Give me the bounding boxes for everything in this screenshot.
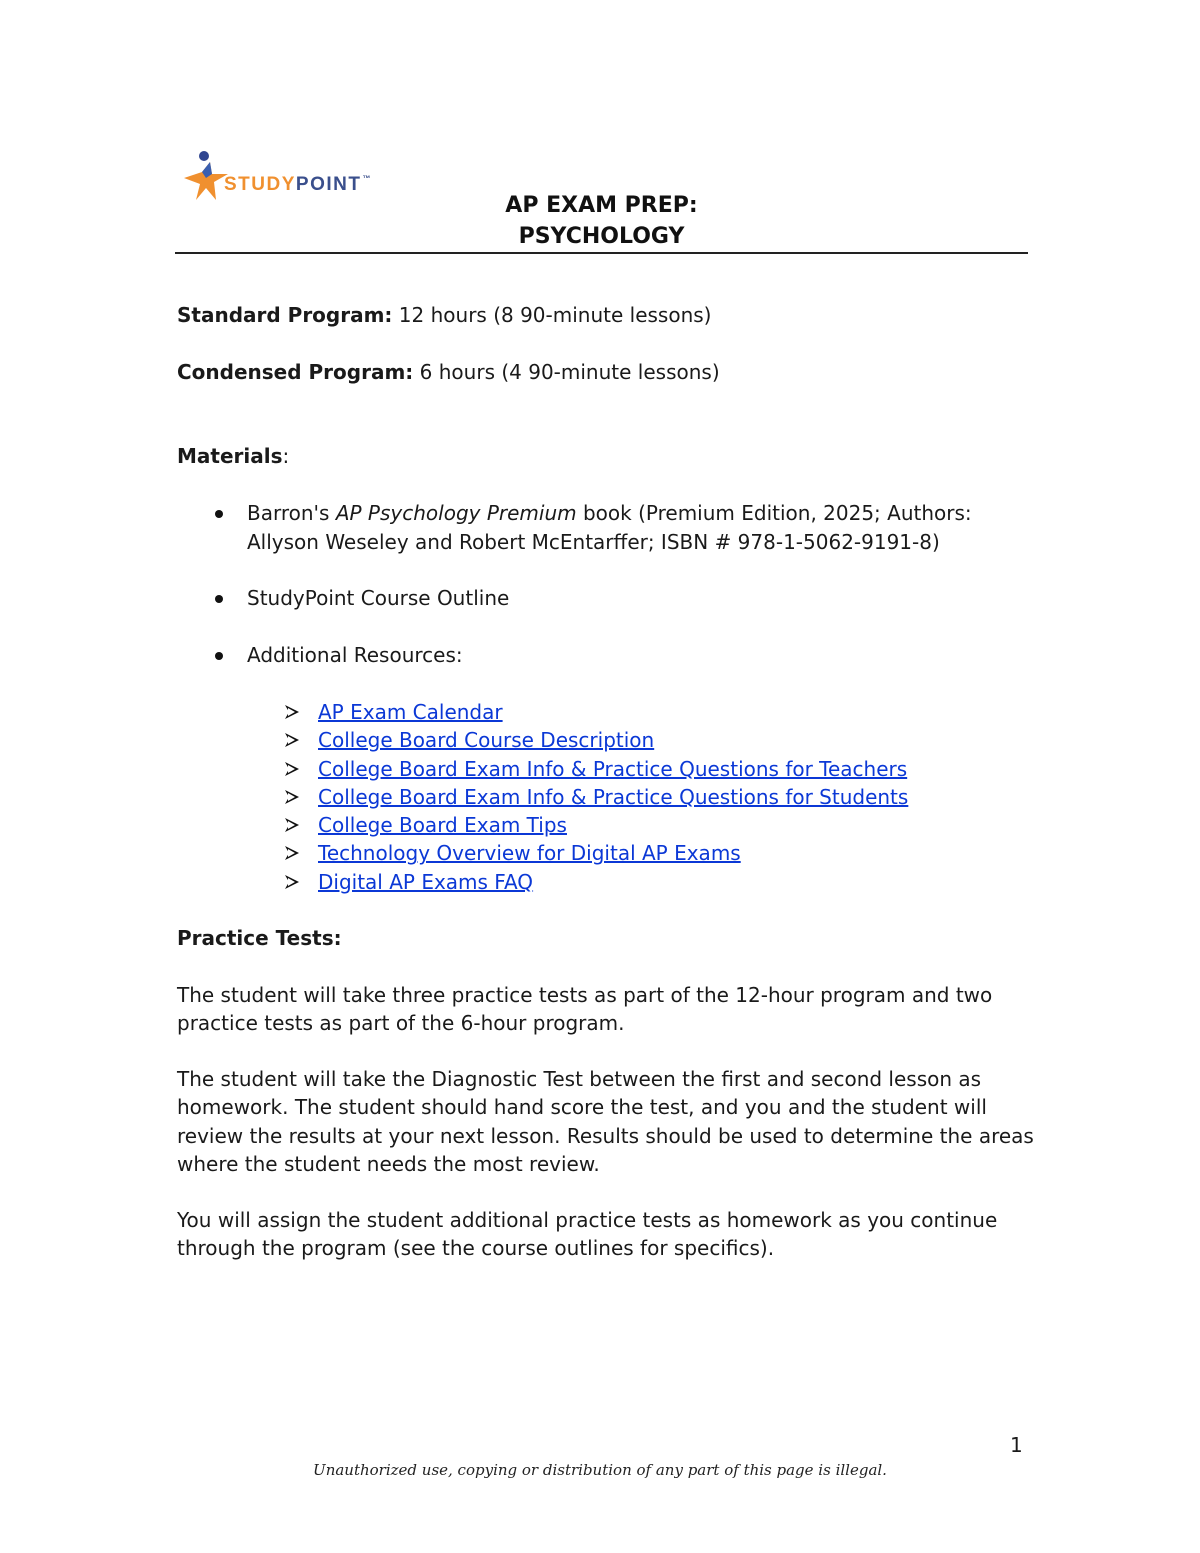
arrow-bullet-icon <box>284 874 300 890</box>
link-practice-teachers[interactable]: College Board Exam Info & Practice Questions for Teachers <box>318 756 908 781</box>
page-title <box>175 190 1028 252</box>
arrow-bullet-icon <box>284 761 300 777</box>
practice-paragraph-2: The student will take the Diagnostic Test between the first and second lesson as homework. The student should hand score the test, and you and the student will review the results at your next lesson. Results should be used to determine the areas where the student needs the most review. <box>177 1067 1034 1176</box>
link-digital-faq[interactable]: Digital AP Exams FAQ <box>318 869 534 894</box>
title-line-1: AP EXAM PREP: <box>505 193 698 218</box>
standard-program-label: Standard Program: <box>177 303 393 327</box>
arrow-bullet-icon <box>284 845 300 861</box>
title-divider <box>175 252 1028 254</box>
practice-paragraph-1: The student will take three practice tests as part of the 12-hour program and two practice tests as part of the 6-hour program. <box>177 983 993 1036</box>
document-page: STUDYPOINT™ AP EXAM PREP: PSYCHOLOGY Standard Program: 12 hours (8 90-minute lessons) Condensed Program: 6 hours (4 90-minute lessons) Materials: Barron's AP Psychology Premium book (Premium Edition, 2025; Authors: Allyson Weseley and Robert McEntarffer; ISBN # 978-1-5062-9191-8) StudyPoint Course Outline Additional Resources: AP Exam Calendar College Board Course Description College Board Exam Info & Practice Questions for Teachers College Board Exam Info & Practice Questions for Students College Board Exam Tips Technology Overview for Digital AP Exams Digital AP Exams FAQ Practice Tests: The student will take three practice tests as part of the 12-hour program and two practice tests as part of the 6-hour program. The student will take the Diagnostic Test between the first and second lesson as homework. The student should hand score the test, and you and the student will review the results at your next lesson. Results should be used to determine the areas where the student needs the most review. You will assign the student additional practice tests as homework as you continue through the program (see the course outlines for specifics). 1 Unauthorized use, copying or distribution of any part of this page is illegal. <box>0 0 1200 1553</box>
standard-program <box>177 301 711 330</box>
link-exam-tips[interactable]: College Board Exam Tips <box>318 813 567 838</box>
link-practice-students[interactable]: College Board Exam Info & Practice Questions for Students <box>318 784 909 809</box>
link-course-description[interactable]: College Board Course Description <box>318 728 655 753</box>
materials-heading: Materials: <box>177 444 290 468</box>
logo-wordmark: STUDYPOINT™ <box>224 174 372 195</box>
standard-program-value: 12 hours (8 90-minute lessons) <box>398 303 712 327</box>
practice-tests-heading: Practice Tests: <box>177 926 342 950</box>
condensed-program-label: Condensed Program: <box>177 360 414 384</box>
link-technology-overview[interactable]: Technology Overview for Digital AP Exams <box>318 841 741 866</box>
link-ap-exam-calendar[interactable]: AP Exam Calendar <box>318 700 503 724</box>
arrow-bullet-icon <box>284 789 300 805</box>
title-line-2: PSYCHOLOGY <box>518 224 685 249</box>
condensed-program <box>177 358 720 387</box>
bullet-icon <box>215 652 223 660</box>
condensed-program-value: 6 hours (4 90-minute lessons) <box>419 360 720 384</box>
practice-paragraph-3: You will assign the student additional practice tests as homework as you continue through the program (see the course outlines for specifics). <box>177 1208 998 1261</box>
arrow-bullet-icon <box>284 704 300 720</box>
arrow-bullet-icon <box>284 817 300 833</box>
page-number: 1 <box>1010 1433 1023 1457</box>
bullet-icon <box>215 595 223 603</box>
arrow-bullet-icon <box>284 732 300 748</box>
footer-notice: Unauthorized use, copying or distribution of any part of this page is illegal. <box>313 1461 887 1479</box>
book-title: AP Psychology Premium <box>335 501 577 525</box>
bullet-icon <box>215 510 223 518</box>
